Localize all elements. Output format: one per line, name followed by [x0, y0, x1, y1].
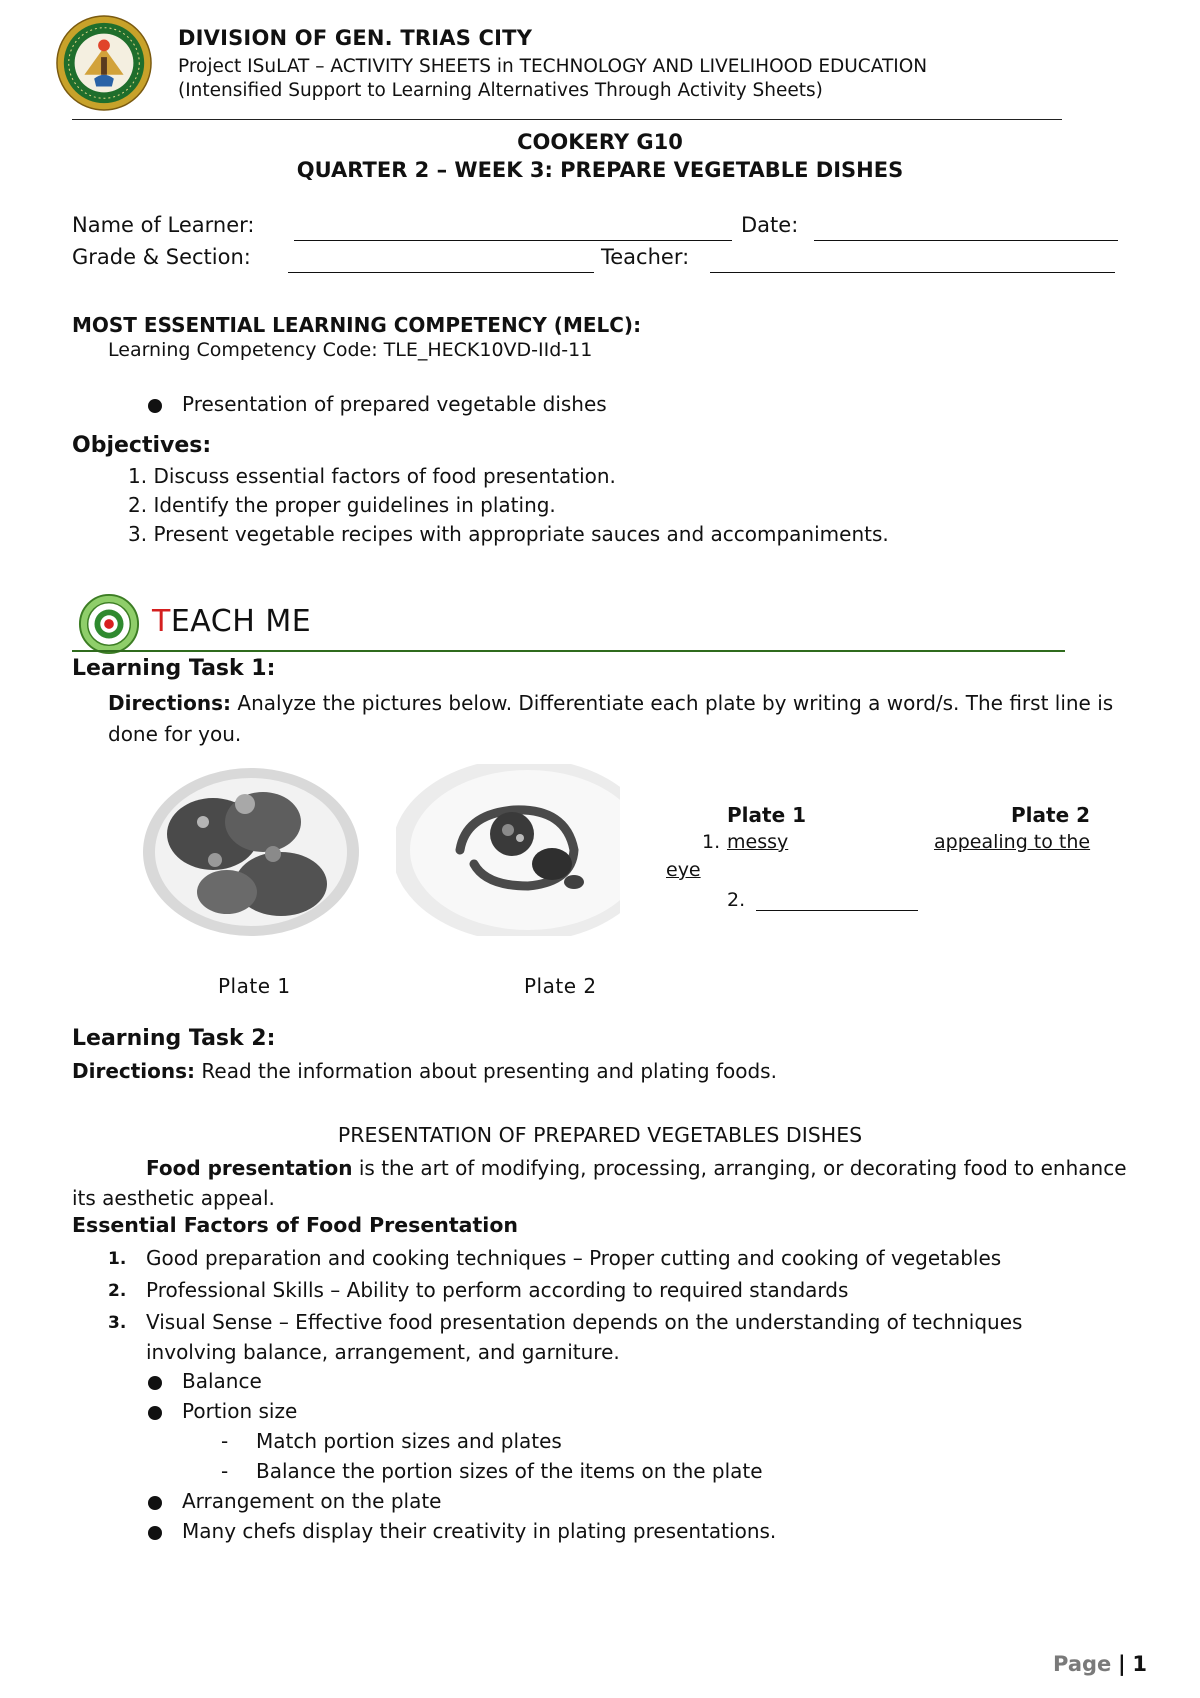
- target-icon: [78, 593, 140, 655]
- learning-task-1-directions: Directions: Analyze the pictures below. Differentiate each plate by writing a word/s. The first line is done for you.: [108, 691, 1114, 746]
- objective-item: 1. Discuss essential factors of food presentation.: [128, 464, 616, 488]
- objective-item: 2. Identify the proper guidelines in plating.: [128, 493, 556, 517]
- teach-me-rule: [72, 650, 1065, 652]
- grade-section-blank[interactable]: [288, 254, 594, 273]
- melc-heading: MOST ESSENTIAL LEARNING COMPETENCY (MELC):: [72, 313, 642, 337]
- learning-task-1-heading: Learning Task 1:: [72, 656, 276, 681]
- plate-1-column-header: Plate 1: [727, 803, 807, 827]
- factor-number: 2.: [108, 1281, 127, 1301]
- bullet-icon: [148, 399, 162, 413]
- melc-bullet-text: Presentation of prepared vegetable dishes: [182, 392, 607, 416]
- bullet-icon: [148, 1406, 162, 1420]
- header-rule: [72, 119, 1062, 120]
- factor-number: 1.: [108, 1249, 127, 1269]
- page-footer: Page | 1: [1053, 1652, 1147, 1676]
- row-2-number: 2.: [727, 889, 746, 911]
- bullet-icon: [148, 1376, 162, 1390]
- week-title: QUARTER 2 – WEEK 3: PREPARE VEGETABLE DISHES: [296, 158, 904, 182]
- factor-item: Good preparation and cooking techniques – Proper cutting and cooking of vegetables: [146, 1246, 1002, 1270]
- factor-number: 3.: [108, 1313, 127, 1333]
- learning-task-2-directions: Directions: Read the information about presenting and plating foods.: [72, 1059, 777, 1083]
- date-blank[interactable]: [814, 222, 1118, 241]
- subject-title: COOKERY G10: [517, 130, 683, 154]
- objectives-heading: Objectives:: [72, 433, 212, 458]
- factor-item-continued: involving balance, arrangement, and garniture.: [146, 1340, 620, 1364]
- learning-task-2-heading: Learning Task 2:: [72, 1026, 276, 1051]
- row-1-number: 1.: [702, 831, 721, 853]
- section-title: PRESENTATION OF PREPARED VEGETABLES DISHES: [337, 1123, 863, 1147]
- learner-name-label: Name of Learner:: [72, 213, 255, 237]
- bullet-icon: [148, 1526, 162, 1540]
- division-seal-logo: [55, 14, 153, 112]
- row-1-plate-1-answer: messy: [727, 831, 789, 853]
- definition-paragraph: Food presentation is the art of modifying, processing, arranging, or decorating food to enhance its aesthetic appeal.: [72, 1156, 1127, 1210]
- bullet-icon: [148, 1496, 162, 1510]
- competency-code: Learning Competency Code: TLE_HECK10VD-IId-11: [108, 339, 593, 361]
- plate-2-caption: Plate 2: [524, 974, 597, 998]
- teacher-blank[interactable]: [710, 254, 1115, 273]
- learner-name-blank[interactable]: [294, 222, 732, 241]
- division-name: DIVISION OF GEN. TRIAS CITY: [178, 26, 533, 50]
- essential-factors-heading: Essential Factors of Food Presentation: [72, 1213, 519, 1237]
- plate-1-caption: Plate 1: [218, 974, 291, 998]
- factor-item: Visual Sense – Effective food presentation depends on the understanding of techniques: [146, 1310, 1023, 1334]
- sub-bullet-item: Match portion sizes and plates: [256, 1429, 562, 1453]
- plate-2-column-header: Plate 2: [1011, 803, 1091, 827]
- teach-me-title: TEACH ME: [152, 604, 312, 639]
- sub-bullet-item: Balance the portion sizes of the items on the plate: [256, 1459, 763, 1483]
- grade-section-label: Grade & Section:: [72, 245, 251, 269]
- objective-item: 3. Present vegetable recipes with appropriate sauces and accompaniments.: [128, 522, 889, 546]
- project-title: Project ISuLAT – ACTIVITY SHEETS in TECHNOLOGY AND LIVELIHOOD EDUCATION: [178, 56, 928, 77]
- teacher-label: Teacher:: [601, 245, 690, 269]
- plate-1-photo: [143, 764, 363, 936]
- dash-marker: -: [221, 1459, 229, 1483]
- date-label: Date:: [741, 213, 799, 237]
- dash-marker: -: [221, 1429, 229, 1453]
- row-1-plate-2-answer-continued: eye: [666, 859, 701, 881]
- row-1-plate-2-answer: appealing to the: [934, 831, 1091, 853]
- factor-item: Professional Skills – Ability to perform according to required standards: [146, 1278, 849, 1302]
- row-2-answer-blank[interactable]: [756, 910, 918, 911]
- plate-2-photo: [396, 764, 620, 936]
- project-subtitle: (Intensified Support to Learning Alternatives Through Activity Sheets): [178, 80, 823, 101]
